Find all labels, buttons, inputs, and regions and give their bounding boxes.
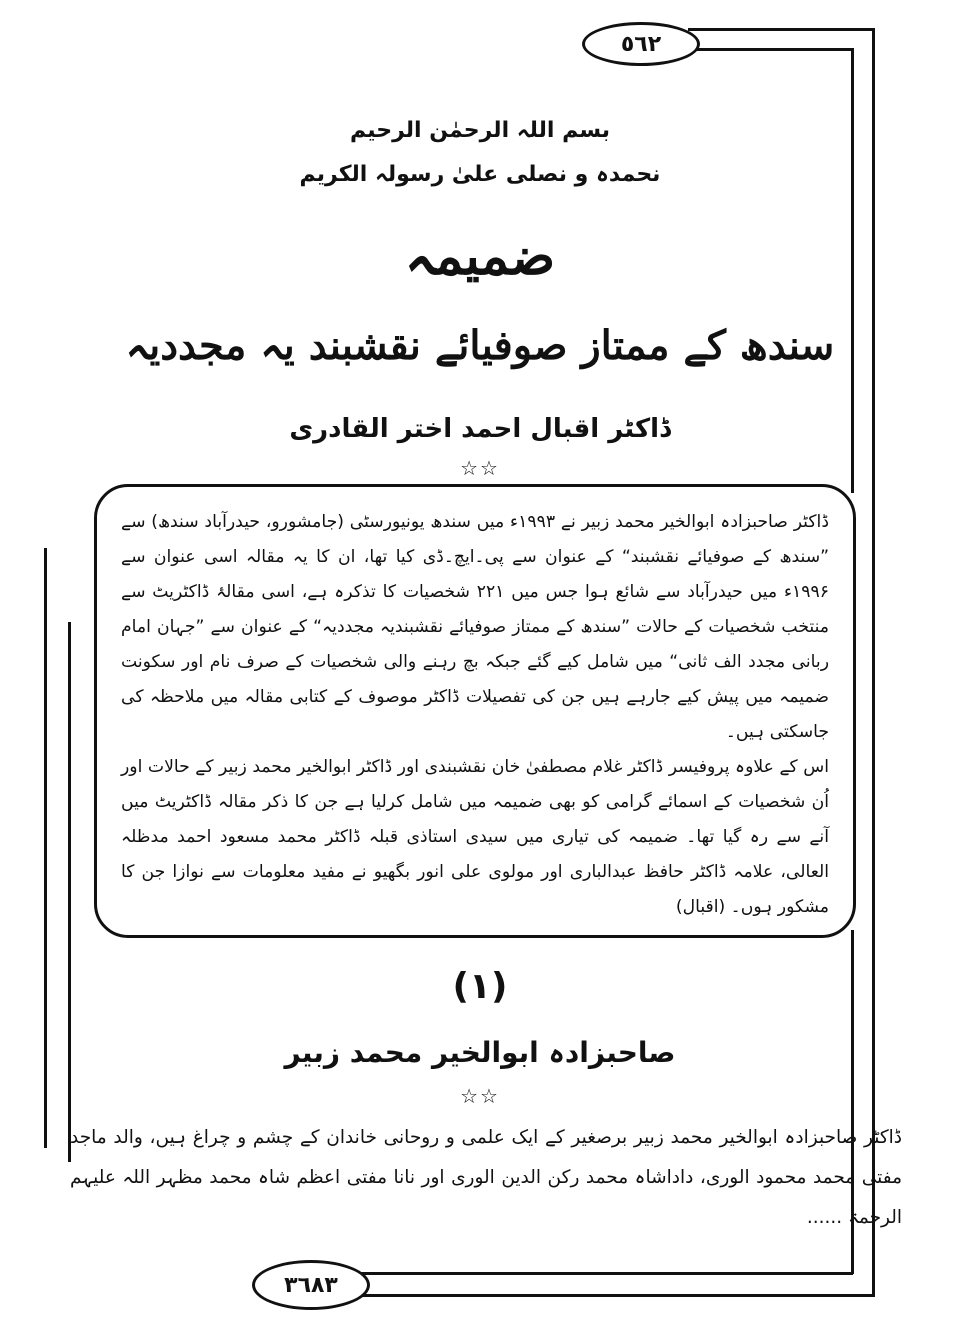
star-ornament-section: ☆☆	[460, 1084, 500, 1108]
hamd-line: نحمدہ و نصلی علیٰ رسولہ الکریم	[299, 162, 661, 187]
section-paragraph: ڈاکٹر صاحبزادہ ابوالخیر محمد زبیر برصغیر کے ایک علمی و روحانی خاندان کے چشم و چراغ ہیں، والد ماجد مفتی محمد محمود الوری، داداشاہ محمد رکن الدین الوری اور نانا مفتی اعظم شاہ محمد مظہر اللہ علیہم الرحمۃ ......	[70, 1127, 902, 1228]
appendix-heading: ضمیمہ	[404, 226, 556, 287]
note-paragraph-2: اس کے علاوہ پروفیسر ڈاکٹر غلام مصطفیٰ خان نقشبندی اور ڈاکٹر ابوالخیر محمد زبیر کے حالات اور اُن شخصیات کے اسمائے گرامی کو بھی ضمیمہ میں شامل کرلیا ہے جن کا ذکر مقالہ ڈاکٹریٹ میں آنے سے رہ گیا تھا۔ ضمیمہ کی تیاری میں سیدی استاذی قبلہ ڈاکٹر محمد مسعود احمد مدظلہ العالی، علامہ ڈاکٹر حافظ عبدالباری اور مولوی علی انور بگھیو نے مفید معلومات سے نوازا جن کا مشکور ہوں۔ (اقبال)	[121, 757, 829, 917]
frame-bottom-outer	[360, 1294, 875, 1297]
page-number-bottom: ٣٦٨٣	[252, 1260, 370, 1310]
section-title: صاحبزادہ ابوالخیر محمد زبیر	[284, 1036, 676, 1069]
frame-top-outer	[688, 28, 874, 31]
page-number-top: ٥٦٢	[582, 22, 700, 66]
author-name: ڈاکٹر اقبال احمد اختر القادری	[289, 414, 671, 444]
frame-top-inner	[688, 48, 852, 51]
editor-note-box	[94, 484, 856, 938]
frame-bottom-inner	[360, 1272, 853, 1275]
bismillah: بسم اللہ الرحمٰن الرحیم	[349, 118, 610, 143]
note-paragraph-1: ڈاکٹر صاحبزادہ ابوالخیر محمد زبیر نے ۱۹۹۳ء میں سندھ یونیورسٹی (جامشورو، حیدرآباد سندھ) سے ”سندھ کے صوفیائے نقشبند“ کے عنوان سے پی۔ایچ۔ڈی کیا تھا، ان کا یہ مقالہ اسی عنوان سے ۱۹۹۶ء میں حیدرآباد سے شائع ہوا جس میں ۲۲۱ شخصیات کا تذکرہ ہے، اسی مقالۂ ڈاکٹریٹ سے منتخب شخصیات کے حالات ”سندھ کے ممتاز صوفیائے نقشبندیہ مجددیہ“ کے عنوان سے ”جہان امام ربانی مجدد الف ثانی“ میں شامل کیے گئے جبکہ بچ رہنے والی شخصیات کے صرف نام اور سکونت ضمیمہ میں پیش کیے جارہے ہیں جن کی تفصیلات ڈاکٹر موصوف کے کتابی مقالہ میں ملاحظہ کی جاسکتی ہیں۔	[121, 512, 829, 742]
page-title: سندھ کے ممتاز صوفیائے نقشبند یہ مجددیہ	[125, 322, 835, 369]
frame-left-inner	[68, 622, 71, 1162]
section-number: (۱)	[452, 966, 508, 1007]
star-ornament-top: ☆☆	[460, 456, 500, 480]
section-body	[70, 1118, 902, 1238]
